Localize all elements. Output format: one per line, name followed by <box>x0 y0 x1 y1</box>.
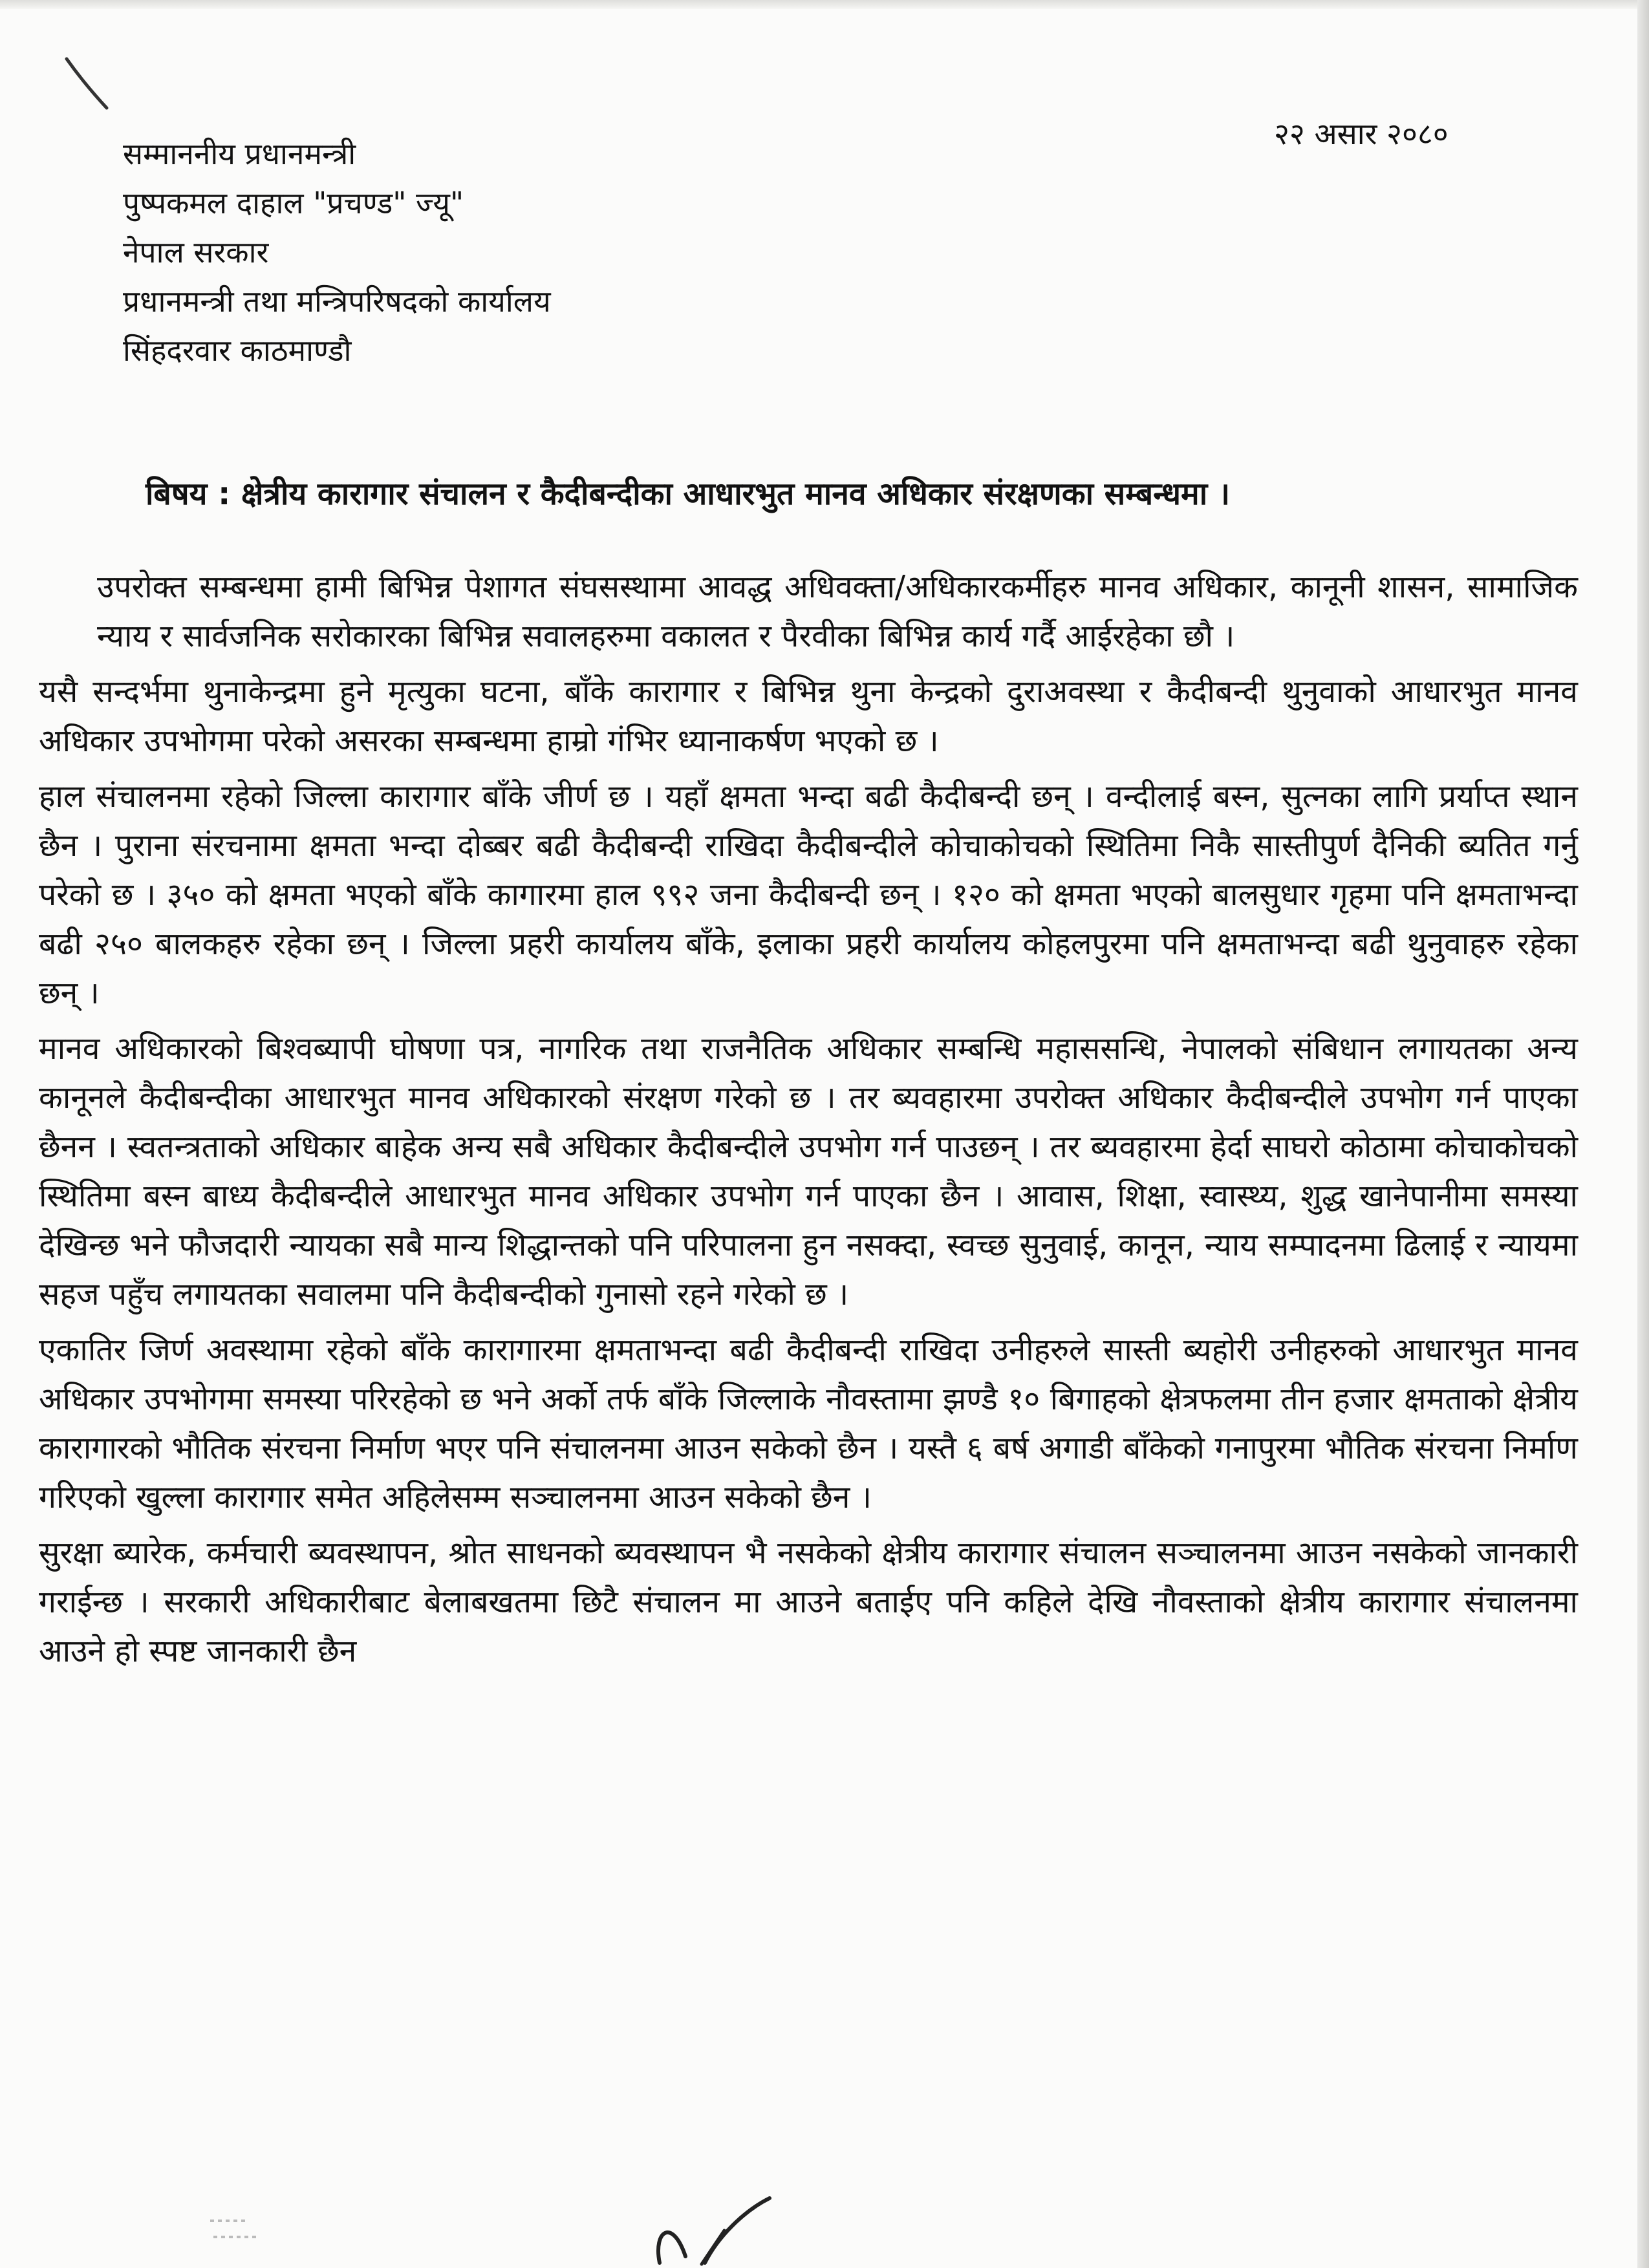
address-line: नेपाल सरकार <box>123 235 269 270</box>
address-line: सिंहदरवार काठमाण्डौ <box>123 333 352 368</box>
address-line: पुष्पकमल दाहाल "प्रचण्ड" ज्यू" <box>123 186 464 220</box>
body-paragraph: एकातिर जिर्ण अवस्थामा रहेको बाँके कारागारमा क्षमताभन्दा बढी कैदीबन्दी राखिदा उनीहरुले सास्ती ब्यहोरी उनीहरुको आधारभुत मानव अधिकार उपभोगमा समस्या परिरहेको छ भने अर्को तर्फ बाँके जिल्लाके नौवस्तामा झण्डै १० बिगाहको क्षेत्रफलमा तीन हजार क्षमताको क्षेत्रीय कारागारको भौतिक संरचना निर्माण भएर पनि संचालनमा आउन सकेको छैन । यस्तै ६ बर्ष अगाडी बाँकेको गनापुरमा भौतिक संरचना निर्माण गरिएको खुल्ला कारागार समेत अहिलेसम्म सञ्चालनमा आउन सकेको छैन । <box>39 1332 1578 1515</box>
body-paragraph: उपरोक्त सम्बन्धमा हामी बिभिन्न पेशागत संघसस्थामा आवद्ध अधिवक्ता/अधिकारकर्मीहरु मानव अधिकार, कानूनी शासन, सामाजिक न्याय र सार्वजनिक सरोकारका बिभिन्न सवालहरुमा वकालत र पैरवीका बिभिन्न कार्य गर्दै आईरहेका छौ । <box>97 569 1578 654</box>
address-line: सम्माननीय प्रधानमन्त्री <box>123 136 356 171</box>
body-paragraph: हाल संचालनमा रहेको जिल्ला कारागार बाँके जीर्ण छ । यहाँ क्षमता भन्दा बढी कैदीबन्दी छन् । वन्दीलाई बस्न, सुत्नका लागि प्रर्याप्त स्थान छैन । पुराना संरचनामा क्षमता भन्दा दोब्बर बढी कैदीबन्दी राखिदा कैदीबन्दीले कोचाकोचको स्थितिमा निकै सास्तीपुर्ण दैनिकी ब्यतित गर्नु परेको छ । ३५० को क्षमता भएको बाँके कागारमा हाल ९९२ जना कैदीबन्दी छन् । १२० को क्षमता भएको बालसुधार गृहमा पनि क्षमताभन्दा बढी २५० बालकहरु रहेका छन् । जिल्ला प्रहरी कार्यालय बाँके, इलाका प्रहरी कार्यालय कोहलपुरमा पनि क्षमताभन्दा बढी थुनुवाहरु रहेका छन् । <box>39 778 1578 1011</box>
faint-marks <box>207 2211 285 2250</box>
body-paragraph: सुरक्षा ब्यारेक, कर्मचारी ब्यवस्थापन, श्रोत साधनको ब्यवस्थापन भै नसकेको क्षेत्रीय कारागार संचालन सञ्चालनमा आउन नसकेको जानकारी गराईन्छ । सरकारी अधिकारीबाट बेलाबखतमा छिटै संचालन मा आउने बताईए पनि कहिले देखि नौवस्ताको क्षेत्रीय कारागार संचालनमा आउने हो स्पष्ट जानकारी छैन <box>39 1535 1578 1669</box>
letter-subject: बिषय : क्षेत्रीय कारागार संचालन र कैदीबन्दीका आधारभुत मानव अधिकार संरक्षणका सम्बन्धमा । <box>146 476 1231 512</box>
letter-date: २२ असार २०८० <box>1274 116 1449 151</box>
scan-edge-right <box>1637 0 1649 2268</box>
recipient-address <box>123 129 551 375</box>
body-paragraph: मानव अधिकारको बिश्वब्यापी घोषणा पत्र, नागरिक तथा राजनैतिक अधिकार सम्बन्धि महाससन्धि, नेपालको संबिधान लगायतका अन्य कानूनले कैदीबन्दीका आधारभुत मानव अधिकारको संरक्षण गरेको छ । तर ब्यवहारमा उपरोक्त अधिकार कैदीबन्दीले उपभोग गर्न पाएका छैनन । स्वतन्त्रताको अधिकार बाहेक अन्य सबै अधिकार कैदीबन्दीले उपभोग गर्न पाउछन् । तर ब्यवहारमा हेर्दा साघरो कोठामा कोचाकोचको स्थितिमा बस्न बाध्य कैदीबन्दीले आधारभुत मानव अधिकार उपभोग गर्न पाएका छैन । आवास, शिक्षा, स्वास्थ्य, शुद्ध खानेपानीमा समस्या देखिन्छ भने फौजदारी न्यायका सबै मान्य शिद्धान्तको पनि परिपालना हुन नसक्दा, स्वच्छ सुनुवाई, कानून, न्याय सम्पादनमा ढिलाई र न्यायमा सहज पहुँच लगायतका सवालमा पनि कैदीबन्दीको गुनासो रहने गरेको छ । <box>39 1031 1578 1312</box>
letter-body <box>39 562 1578 1682</box>
pen-stroke-mark <box>61 55 113 113</box>
scan-edge-top <box>0 0 1649 9</box>
body-paragraph: यसै सन्दर्भमा थुनाकेन्द्रमा हुने मृत्युका घटना, बाँके कारागार र बिभिन्न थुना केन्द्रको दुराअवस्था र कैदीबन्दी थुनुवाको आधारभुत मानव अधिकार उपभोगमा परेको असरका सम्बन्धमा हाम्रो गंभिर ध्यानाकर्षण भएको छ । <box>39 674 1578 759</box>
signature-mark <box>647 2192 795 2268</box>
address-line: प्रधानमन्त्री तथा मन्त्रिपरिषदको कार्यालय <box>123 284 551 319</box>
